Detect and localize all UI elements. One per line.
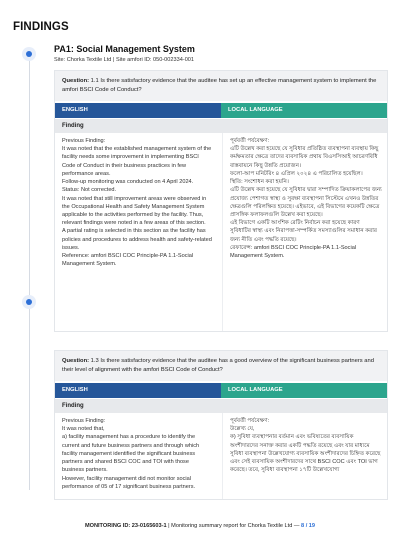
- timeline-line: [29, 60, 30, 490]
- local-finding-text: পূর্ববর্তী পর্যবেক্ষণ: এটি উল্লেখ করা হয়েছে যে সুবিধার প্রতিষ্ঠিত ব্যবস্থাপনা ব্যবস্থায় কিছু কর্মক্ষমতার ক্ষেত্রে তাদের ব্যবসায়িক প্রথায় বিএসসিআই আচরণবিধি বাস্তবায়নে কিছু উন্নতি প্রয়োজন। ফলো-আপ মনিটরিং ৪ এপ্রিল ২০২৪ এ পরিচালিত হয়েছিল। স্থিতি: সংশোধন করা হয়নি। এটি উল্লেখ করা হয়েছে যে সুবিধার দ্বারা সম্পাদিত ক্রিয়াকলাপের জন্য প্রযোজ্য পেশাগত স্বাস্থ্য ও সুরক্ষা ব্যবস্থাপনা সিস্টেমে এখনও উন্নতির ক্ষেত্রগুলি পরিলক্ষিত হয়েছে। এইভাবে, এই বিভাগের কয়েকটি ক্ষেত্রে প্রাসঙ্গিক ফলাফলগুলি উল্লেখ করা হয়েছে। এই বিভাগে একটি আংশিক রেটিং নির্বাচন করা হয়েছে কারণ সুবিধাটির স্বাস্থ্য এবং নিরাপত্তা-সম্পর্কিত সমস্যাগুলির সমাধান করার জন্য নীতি এবং পদ্ধতি রয়েছে। রেফারেন্স: amfori BSCI COC Principle-PA 1.1-Social Management System.: [230, 138, 382, 260]
- question-card: [54, 350, 388, 500]
- column-divider: [222, 133, 223, 331]
- question-box: [55, 71, 387, 101]
- question-label: Question:: [62, 78, 90, 84]
- site-info: Site: Chorka Textile Ltd | Site amfori ID: 050-002334-001: [54, 57, 195, 63]
- finding-label: Finding: [55, 119, 387, 133]
- performance-area-title: PA1: Social Management System: [54, 44, 195, 54]
- question-box: [55, 351, 387, 381]
- table-header: [55, 103, 387, 118]
- question-text: 1.3 Is there satisfactory evidence that the auditee has a good overview of the significant business partners and their level of alignment with the amfori BSCI Code of Conduct?: [62, 358, 374, 373]
- question-label: Question:: [62, 358, 90, 364]
- page-number: 8 / 19: [301, 523, 316, 529]
- local-finding-text: পূর্ববর্তী পর্যবেক্ষণ: উল্লেখ্য যে, ক) সুবিধা ব্যবস্থাপনার বর্তমান এবং ভবিষ্যতের ব্যবসায়িক অংশীদারদের সনাক্ত করার একটি পদ্ধতি রয়েছে এবং যার মাধ্যমে সুবিধা ব্যবস্থাপনা উল্লেখযোগ্য ব্যবসায়িক অংশীদারদের চিহ্নিত করেছে এবং সেই ব্যবসায়িক অংশীদারদের সাথে BSCI COC এবং TOI ভাগ করেছে। তবে, সুবিধা ব্যবস্থাপনা ১৭টি উল্লেখযোগ্য: [230, 418, 381, 474]
- timeline-dot-icon: [22, 295, 36, 309]
- column-divider: [222, 413, 223, 499]
- question-card: [54, 70, 388, 332]
- english-column-header: ENGLISH: [55, 383, 221, 398]
- footer-separator: |: [166, 523, 172, 529]
- monitoring-id: MONITORING ID: 23-0165603-1: [84, 523, 167, 529]
- footer-dash: —: [292, 523, 302, 529]
- question-text: 1.1 Is there satisfactory evidence that the auditee has set up an effective management system to implement the amfori BSCI Code of Conduct?: [62, 78, 377, 93]
- english-finding-text: Previous Finding: It was noted that the established management system of the facility needs some improvement in implementing BSCI Code of Conduct in their business practices in few performance areas. Follow-up monitoring was conducted on 4 April 2024. Status: Not corrected. It was noted that still improvement areas were observed in the Occupational Health and Safety Management System applicable to the activities performed by the facility. Thus, relevant findings were noted in a few areas of this section. A partial rating is selected in this section as the facility has policies and procedures to address health and safety-related issues. Reference: amfori BSCI COC Principle-PA 1.1-Social Management System.: [62, 138, 212, 268]
- page-heading: FINDINGS: [13, 21, 69, 33]
- timeline-dot-icon: [22, 47, 36, 61]
- page-footer: [0, 523, 400, 529]
- table-header: [55, 383, 387, 398]
- local-language-column-header: LOCAL LANGUAGE: [221, 103, 387, 118]
- finding-label: Finding: [55, 399, 387, 413]
- english-finding-text: Previous Finding: It was noted that, a) facility management has a procedure to identify the current and future business partners and through which facility management identified the significant business partners and shared BSCI COC and TOI with those business partners. However, facility management did not monitor social performance of 05 of 17 significant business partners.: [62, 418, 200, 490]
- footer-summary: Monitoring summary report for Chorka Textile Ltd: [171, 523, 293, 529]
- english-column-header: ENGLISH: [55, 103, 221, 118]
- local-language-column-header: LOCAL LANGUAGE: [221, 383, 387, 398]
